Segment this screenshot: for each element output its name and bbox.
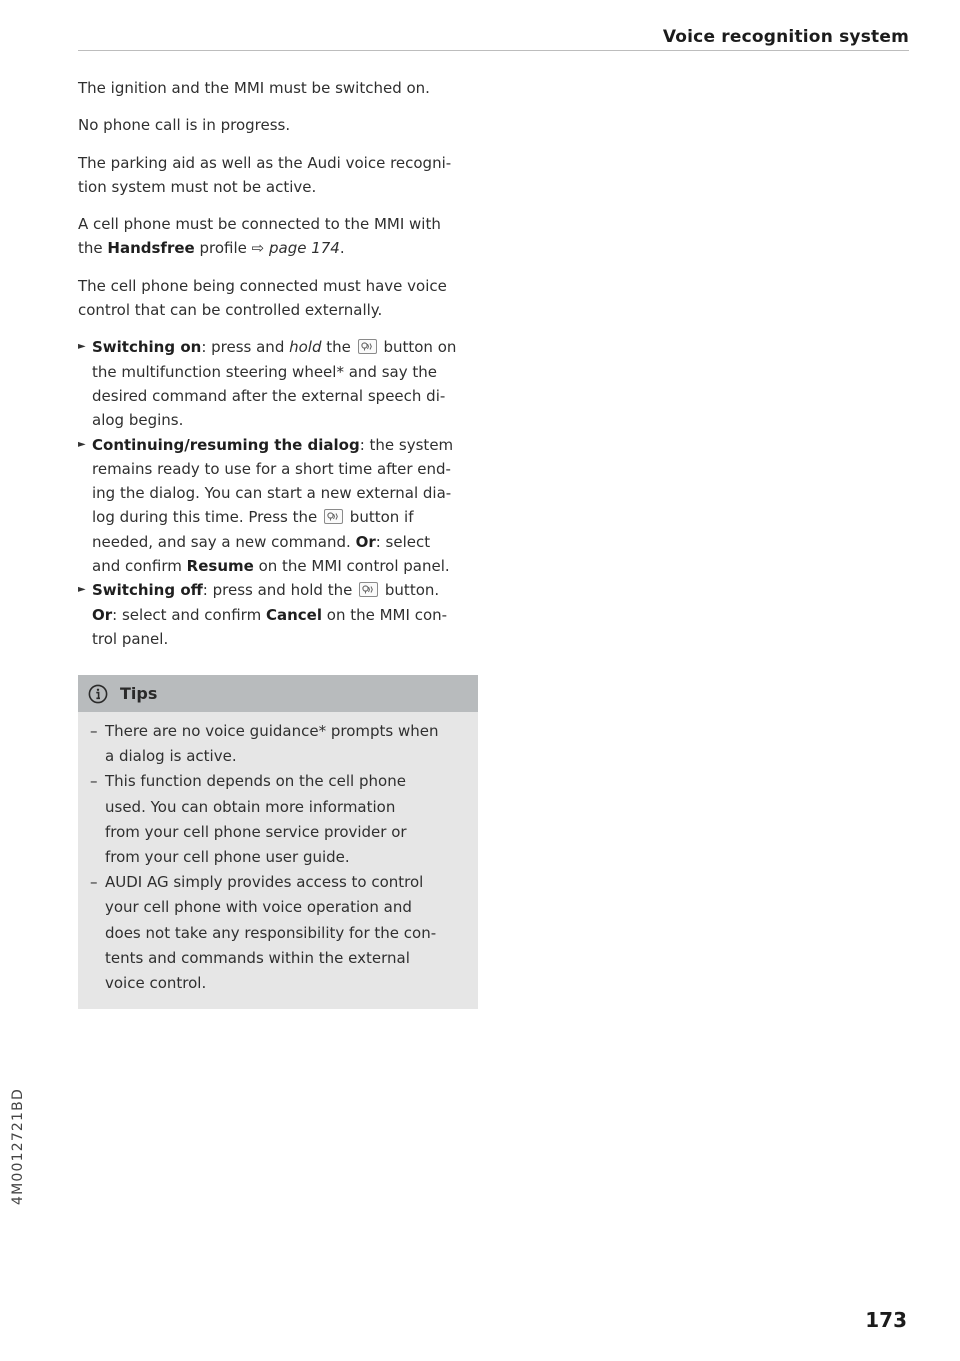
bullet-arrow-icon: ► (78, 584, 86, 596)
requirement-parking-aid: The parking aid as well as the Audi voice recogni- tion system must not be active. (78, 153, 452, 196)
tip-item: – This function depends on the cell phone used. You can obtain more information from your cell phone service provider or from your cell phone user guide. (90, 772, 407, 867)
tips-header (78, 675, 478, 712)
bullet-arrow-icon: ► (78, 438, 86, 450)
section-title: Voice recognition system (662, 27, 909, 47)
resume-term: Resume (186, 557, 254, 576)
step-list (78, 335, 478, 651)
requirement-voice-control: The cell phone being connected must have voice control that can be controlled externally. (78, 276, 447, 320)
tip-item: – AUDI AG simply provides access to control your cell phone with voice operation and does not take any responsibility for the con- tents and commands within the external voice control. (90, 873, 437, 993)
tips-box (78, 675, 478, 1009)
voice-button-icon (324, 509, 343, 524)
tips-title: Tips (120, 684, 158, 703)
requirement-no-call: No phone call is in progress. (78, 116, 291, 135)
voice-button-icon (359, 582, 378, 597)
step-switching-off: ► Switching off: press and hold the button. Or: select and confirm Cancel on the MMI con- trol panel. (78, 578, 478, 651)
page-reference-link[interactable]: ⇨ page 174 (251, 239, 340, 258)
bullet-arrow-icon: ► (78, 341, 86, 353)
info-icon (88, 684, 108, 704)
page-number: 173 (865, 1308, 907, 1332)
cancel-term: Cancel (265, 605, 322, 624)
voice-button-icon (358, 339, 377, 354)
step-continuing-dialog: ► Continuing/resuming the dialog: the system remains ready to use for a short time after end- ing the dialog. You can start a new external dia- log during this time. Press the button if needed, and say a new command. Or: select and confirm Resume on the MMI control panel. (78, 433, 478, 579)
tips-list (78, 712, 478, 1009)
document-code: 4M0012721BD (10, 1088, 26, 1205)
requirement-ignition: The ignition and the MMI must be switched on. (78, 79, 430, 97)
step-switching-on: ► Switching on: press and hold the button on the multifunction steering wheel* and say the desired command after the external speech di- alog begins. (78, 335, 478, 432)
header-rule (78, 50, 909, 51)
tip-item: – There are no voice guidance* prompts when a dialog is active. (90, 722, 439, 766)
main-column (78, 76, 478, 651)
requirement-handsfree: A cell phone must be connected to the MMI with the Handsfree profile ⇨ page 174. (78, 215, 441, 258)
handsfree-term: Handsfree (107, 239, 195, 258)
